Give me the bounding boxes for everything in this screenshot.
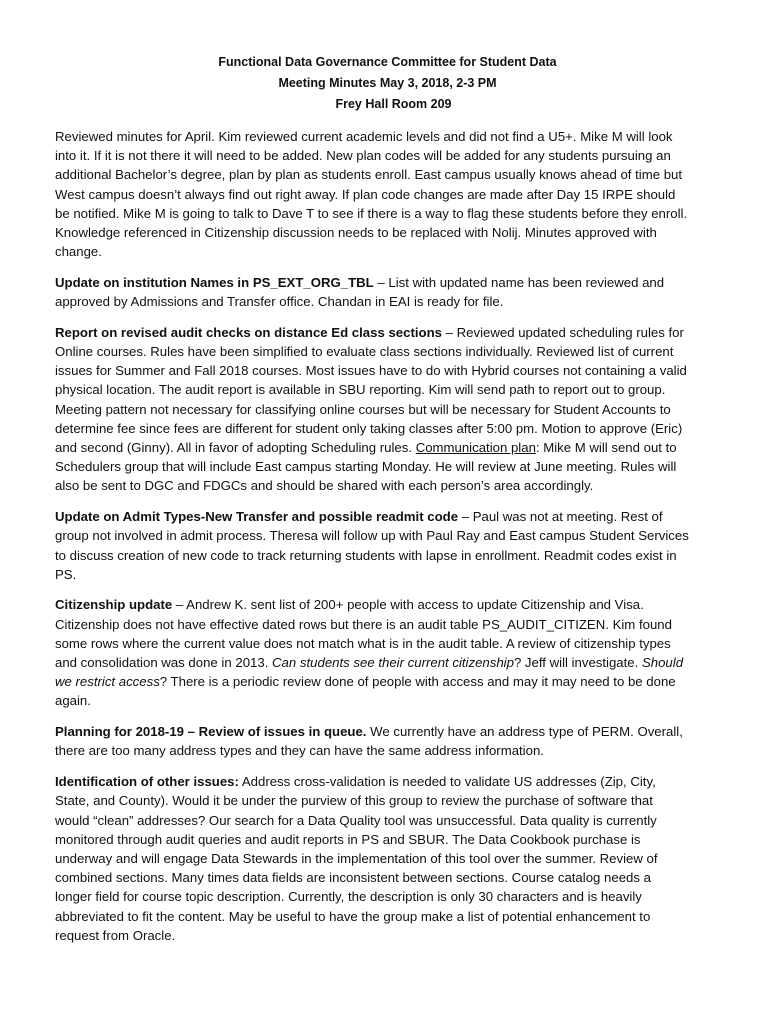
meeting-location: Frey Hall Room 209 [335,97,452,111]
minutes-review-text: Reviewed minutes for April. Kim reviewed current academic levels and did not find a U5+. Mike M will look into it. If it is not there it will need to be added. New plan codes will be added for any students pursuing an additional Bachelor’s degree, plan by plan as students enroll. East campus usually knows ahead of time but West campus doesn’t always find out right away. If plan code changes are made after Day 15 IRPE should be notified. Mike M is going to talk to Dave T to see if there is a way to flag these students before they enroll. Knowledge referenced in Citizenship discussion needs to be replaced with Nolij. Minutes approved with change. [55,129,688,260]
institution-names-text: – List with updated name has been reviewed and approved by Admissions and Transfer office. Chandan in EAI is ready for file. [55,274,665,310]
planning-paragraph [55,722,690,760]
citizenship-question-b: Should we restrict access [55,655,684,690]
citizenship-heading: Citizenship update [55,597,173,613]
other-issues-heading: Identification of other issues: [55,774,239,790]
planning-heading: Planning for 2018-19 – Review of issues in queue. [55,724,367,740]
other-issues-paragraph [55,772,690,945]
citizenship-text-c: ? There is a periodic review done of people with access and may it may need to be done again. [55,674,676,709]
institution-names-paragraph [55,273,690,311]
institution-names-heading: Update on institution Names in PS_EXT_ORG_TBL [55,274,374,290]
citizenship-text-b: ? Jeff will investigate. [513,655,642,671]
audit-checks-text: – Reviewed updated scheduling rules for Online courses. Rules have been simplified to evaluate class sections individually. Reviewed list of current issues for Summer and Fall 2018 courses. Most issues have to do with Hybrid courses not containing a valid physical location. The audit report is available in SBU reporting. Kim will send path to report out to group. Meeting pattern not necessary for classifying online courses but will be necessary for Student Accounts to determine fee since fees are different for student only taking classes after 5:00 pm. Motion to approve (Eric) and second (Ginny). All in favor of adopting Scheduling rules. [55,324,687,456]
admit-types-paragraph [55,507,690,584]
audit-checks-heading: Report on revised audit checks on distance Ed class sections [55,324,442,340]
minutes-review-paragraph [55,127,690,261]
committee-title: Functional Data Governance Committee for Student Data [218,55,557,69]
communication-plan-label: Communication plan [415,440,536,456]
admit-types-text: – Paul was not at meeting. Rest of group not involved in admit process. Theresa will follow up with Paul Ray and East campus Student Services to discuss creation of new code to track returning students with lapse in enrollment. Readmit codes exist in PS. [55,509,689,582]
other-issues-text: Address cross-validation is needed to validate US addresses (Zip, City, State, and County). Would it be under the purview of this group to review the purchase of software that would “clean” addresses? Our search for a Data Quality tool was unsuccessful. Data quality is currently monitored through audit queries and audit reports in PS and SBUR. The Data Cookbook purchase is underway and will engage Data Stewards in the implementation of this tool over the summer. Review of combined sections. Many times data fields are inconsistent between sections. Course catalog needs a longer field for course topic description. Currently, the description is only 30 characters and is heavily abbreviated to fit the content. May be useful to have the group make a list of potential enhancement to request from Oracle. [55,774,658,943]
citizenship-question-a: Can students see their current citizenship [272,655,514,671]
audit-checks-paragraph [55,323,690,496]
admit-types-heading: Update on Admit Types-New Transfer and possible readmit code [55,509,459,525]
planning-text: We currently have an address type of PERM. Overall, there are too many address types and they can have the same address information. [55,724,683,759]
meeting-date: Meeting Minutes May 3, 2018, 2-3 PM [278,76,497,90]
document-header [85,52,690,115]
communication-plan-text: : Mike M will send out to Schedulers group that will include East campus starting Monday. He will review at June meeting. Rules will also be sent to DGC and FDGCs and should be shared with each person’s area accordingly. [55,440,677,494]
citizenship-paragraph [55,595,690,710]
citizenship-text-a: – Andrew K. sent list of 200+ people with access to update Citizenship and Visa. Citizenship does not have effective dated rows but there is an audit table PS_AUDIT_CITIZEN. Kim found some rows where the current value does not match what is in the audit table. A review of citizenship types and consolidation was done in 2013. [55,597,672,671]
